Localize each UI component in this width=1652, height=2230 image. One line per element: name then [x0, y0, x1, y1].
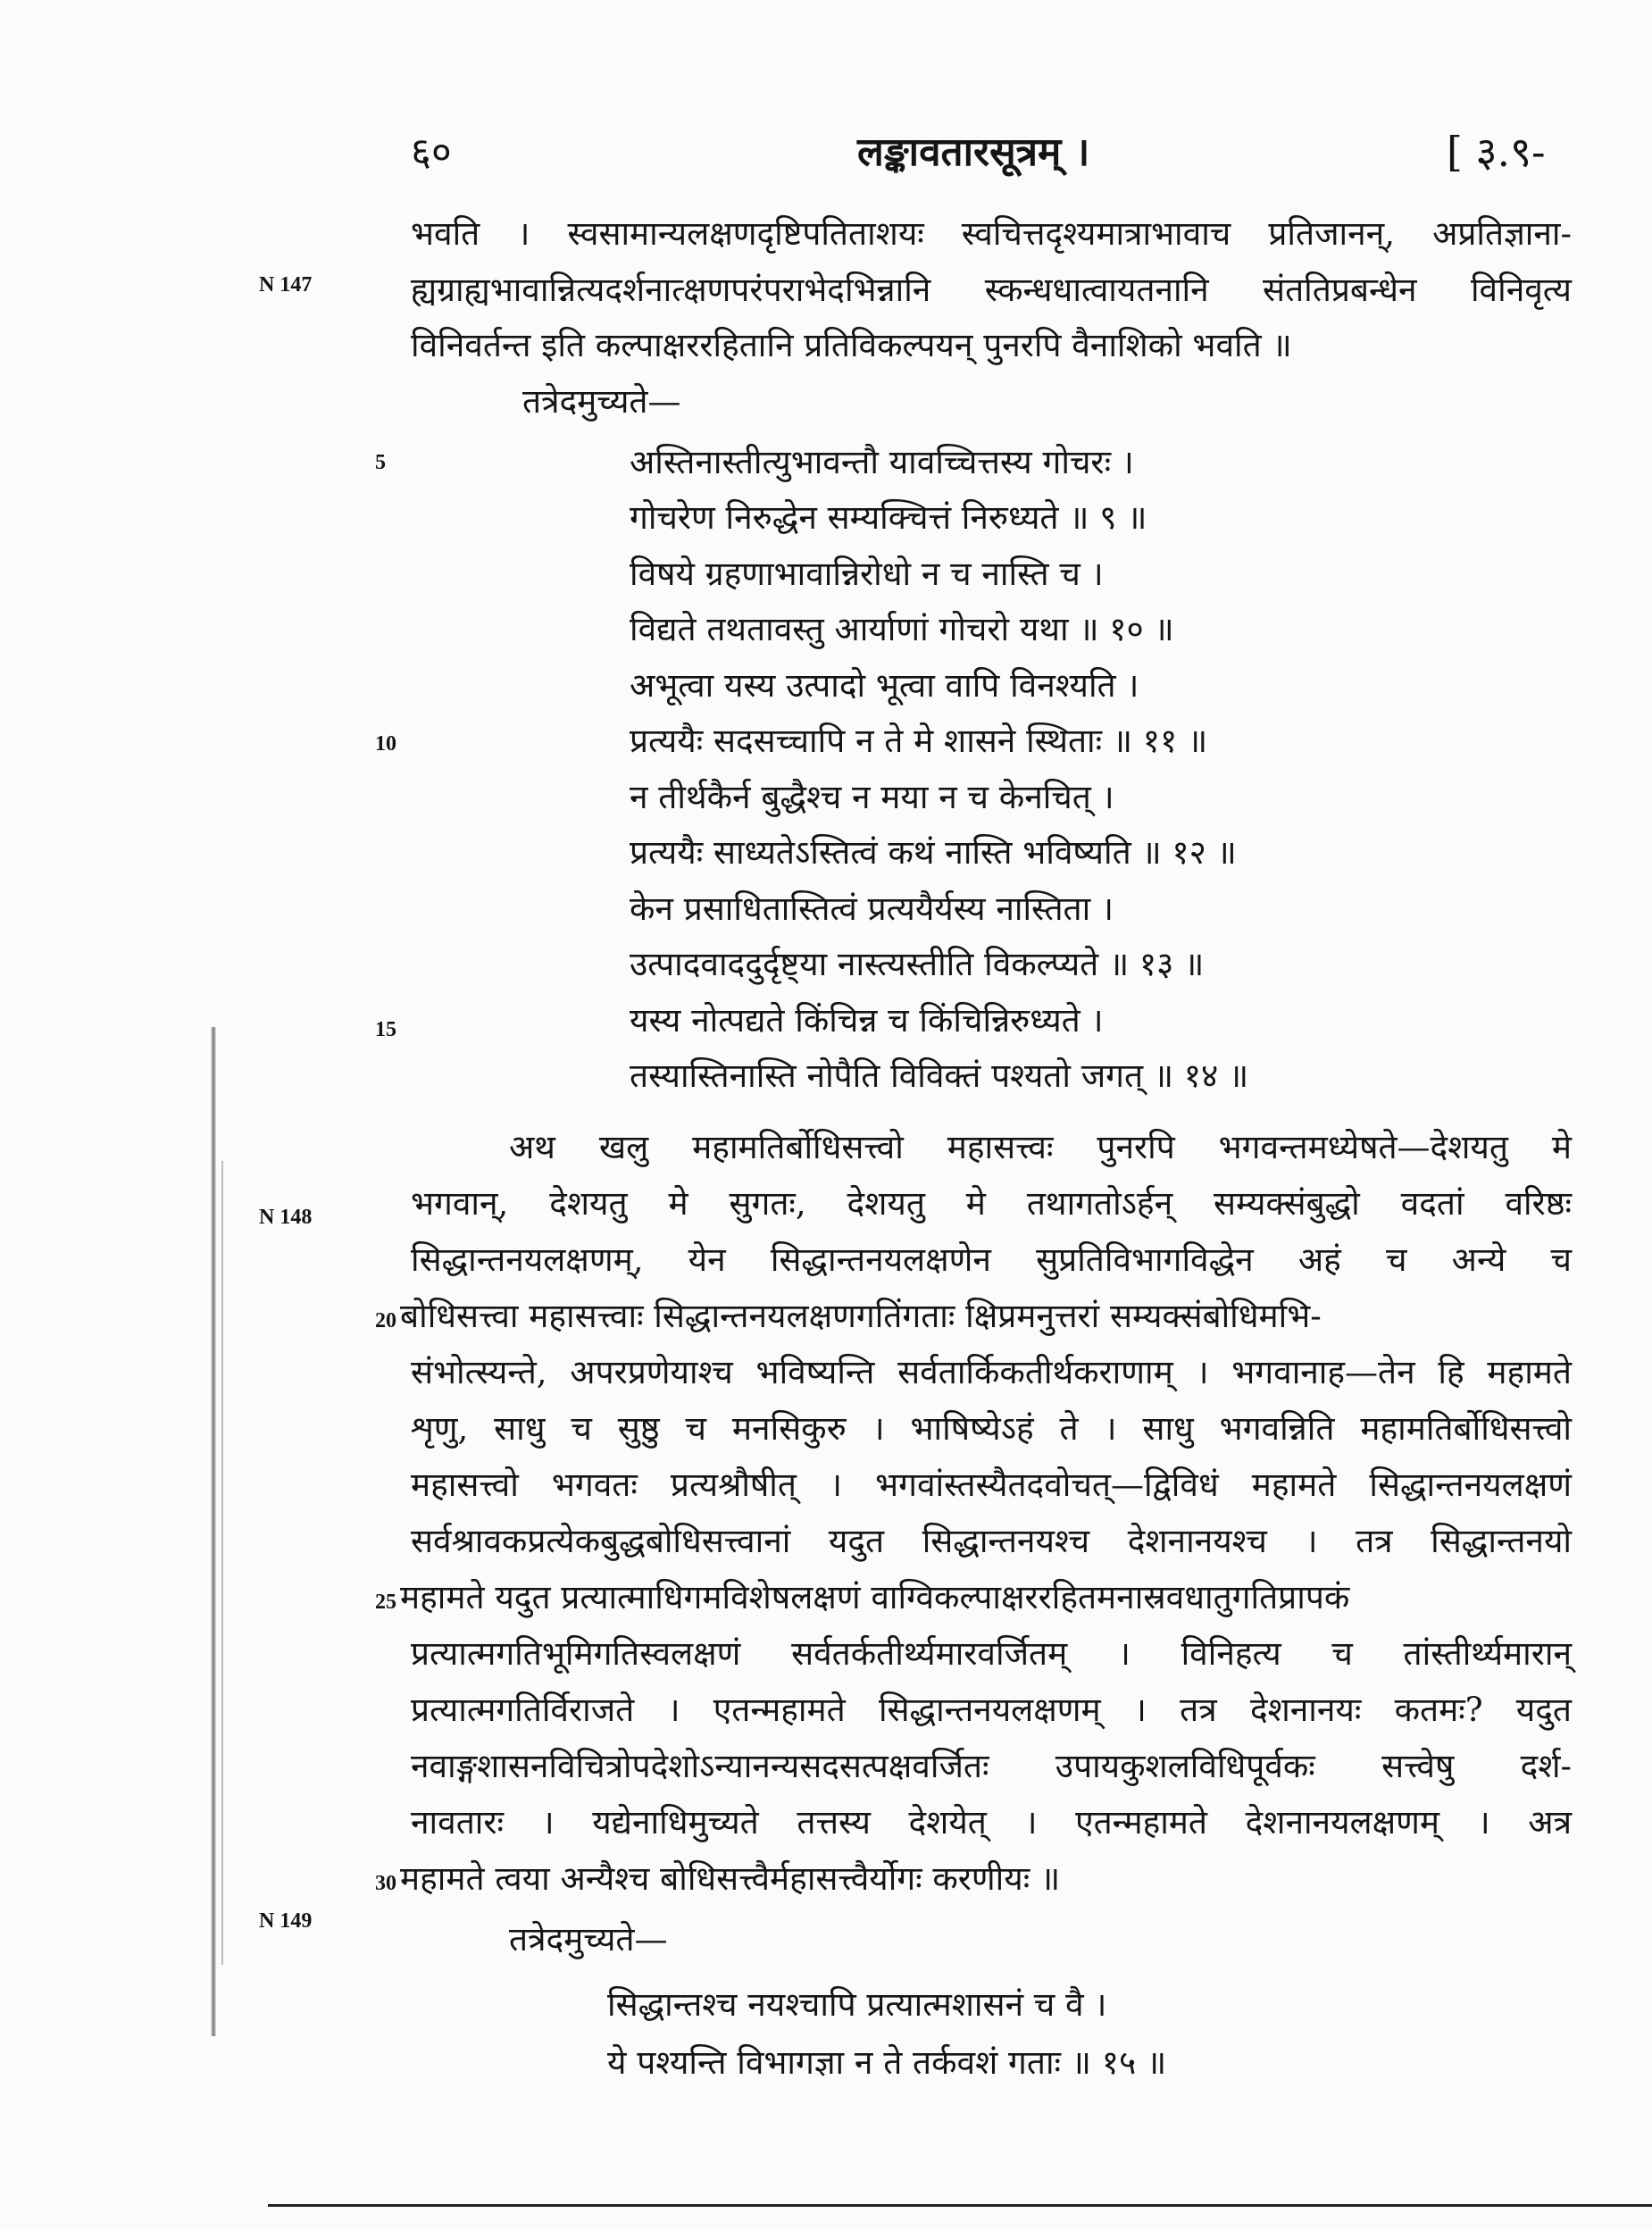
text-line-2: ह्यग्राह्यभावान्नित्यदर्शनात्क्षणपरंपराभेदभिन्नानि स्कन्धधात्वायतनानि संततिप्रबन्धेन विनिवृत्य: [411, 271, 1572, 309]
paragraph-line: सिद्धान्तनयलक्षणम्, येन सिद्धान्तनयलक्षणेन सुप्रतिविभागविद्धेन अहं च अन्ये च: [411, 1240, 1572, 1279]
line-number-10: 10: [375, 732, 396, 756]
line-number-25: 25: [375, 1591, 396, 1614]
paragraph-line: प्रत्यात्मगतिभूमिगतिस्वलक्षणं सर्वतर्कतीर्थ्यमारवर्जितम् । विनिहत्य च तांस्तीर्थ्यमारान्: [411, 1634, 1572, 1673]
paragraph-line: सर्वश्रावकप्रत्येकबुद्धबोधिसत्त्वानां यदुत सिद्धान्तनयश्च देशनानयश्च । तत्र सिद्धान्तनयो: [411, 1522, 1572, 1560]
scan-binding-shadow: [211, 1027, 216, 2036]
verse-line: सिद्धान्तश्च नयश्चापि प्रत्यात्मशासनं च वै ।: [607, 1985, 1107, 2024]
tatredam-heading-2: तत्रेदमुच्यते—: [509, 1920, 668, 1959]
running-header: [0, 123, 1652, 177]
paragraph-line: प्रत्यात्मगतिर्विराजते । एतन्महामते सिद्धान्तनयलक्षणम् । तत्र देशनानयः कतमः? यदुत: [411, 1691, 1572, 1729]
line-number-15: 15: [375, 1018, 396, 1041]
section-reference: [ ३.९-: [1447, 128, 1546, 176]
paragraph-line-text: बोधिसत्त्वा महासत्त्वाः सिद्धान्तनयलक्षणगतिंगताः क्षिप्रमनुत्तरां सम्यक्संबोधिमभि-: [400, 1297, 1322, 1335]
margin-ref-n147: N 147: [259, 273, 313, 296]
verse-line: अभूत्वा यस्य उत्पादो भूत्वा वापि विनश्यति ।: [630, 666, 1139, 705]
margin-ref-n149: N 149: [259, 1909, 313, 1933]
paragraph-line: शृणु, साधु च सुष्ठु च मनसिकुरु । भाषिष्येऽहं ते । साधु भगवन्निति महामतिर्बोधिसत्त्वो: [411, 1409, 1572, 1448]
verse-line: न तीर्थकैर्न बुद्धैश्च न मया न च केनचित् ।: [630, 778, 1114, 816]
paragraph-line: महासत्त्वो भगवतः प्रत्यश्रौषीत् । भगवांस्तस्यैतदवोचत्—द्विविधं महामते सिद्धान्तनयलक्षणं: [411, 1466, 1572, 1504]
verse-line: गोचरेण निरुद्धेन सम्यक्चित्तं निरुध्यते ॥ ९ ॥: [630, 498, 1147, 537]
text-line-3: विनिवर्तन्त इति कल्पाक्षररहितानि प्रतिविकल्पयन् पुनरपि वैनाशिको भवति ॥: [411, 326, 1292, 364]
line-number-30: 30: [375, 1872, 396, 1895]
paragraph-line-30: [375, 1852, 1572, 1910]
scan-binding-line: [221, 1161, 223, 1965]
verse-line: विद्यते तथतावस्तु आर्याणां गोचरो यथा ॥ १० ॥: [630, 610, 1174, 648]
paragraph-line: संभोत्स्यन्ते, अपरप्रणेयाश्च भविष्यन्ति सर्वतार्किकतीर्थकराणाम् । भगवानाह—तेन हि महामते: [411, 1353, 1572, 1391]
line-number-20: 20: [375, 1309, 396, 1332]
margin-ref-n148: N 148: [259, 1206, 313, 1229]
paragraph-line: अथ खलु महामतिर्बोधिसत्त्वो महासत्त्वः पुनरपि भगवन्तमध्येषते—देशयतु मे: [509, 1128, 1572, 1166]
verse-line: यस्य नोत्पद्यते किंचिन्न च किंचिन्निरुध्यते ।: [630, 1001, 1104, 1040]
paragraph-line: भगवान्, देशयतु मे सुगतः, देशयतु मे तथागतोऽर्हन् सम्यक्संबुद्धो वदतां वरिष्ठः: [411, 1184, 1572, 1223]
paragraph-line-25: [375, 1571, 1572, 1629]
verse-line: प्रत्ययैः साध्यतेऽस्तित्वं कथं नास्ति भविष्यति ॥ १२ ॥: [630, 833, 1237, 872]
paragraph-line-text: महामते त्वया अन्यैश्च बोधिसत्त्वैर्महासत्त्वैर्योगः करणीयः ॥: [400, 1859, 1061, 1898]
text-line-1: भवति । स्वसामान्यलक्षणदृष्टिपतिताशयः स्वचित्तदृश्यमात्राभावाच प्रतिजानन्, अप्रतिज्ञाना-: [411, 214, 1572, 253]
paragraph-line: नावतारः । यद्येनाधिमुच्यते तत्तस्य देशयेत् । एतन्महामते देशनानयलक्षणम् । अत्र: [411, 1803, 1572, 1842]
verse-line: उत्पादवाददुर्दृष्ट्या नास्त्यस्तीति विकल्प्यते ॥ १३ ॥: [630, 945, 1205, 983]
line-number-5: 5: [375, 451, 386, 474]
verse-line: अस्तिनास्तीत्युभावन्तौ यावच्चित्तस्य गोचरः ।: [630, 443, 1134, 481]
tatredam-heading-1: तत्रेदमुच्यते—: [522, 382, 681, 421]
verse-line: ये पश्यन्ति विभागज्ञा न ते तर्कवशं गताः ॥ १५ ॥: [607, 2043, 1167, 2082]
verse-line: तस्यास्तिनास्ति नोपैति विविक्तं पश्यतो जगत् ॥ १४ ॥: [630, 1057, 1249, 1095]
paragraph-line-20: [375, 1290, 1572, 1348]
verse-line: विषये ग्रहणाभावान्निरोधो न च नास्ति च ।: [630, 555, 1104, 593]
paragraph-line: नवाङ्गशासनविचित्रोपदेशोऽन्यानन्यसदसत्पक्षवर्जितः उपायकुशलविधिपूर्वकः सत्त्वेषु दर्श-: [411, 1747, 1572, 1785]
verse-line: प्रत्ययैः सदसच्चापि न ते मे शासने स्थिताः ॥ ११ ॥: [630, 722, 1208, 760]
verse-line: केन प्रसाधितास्तित्वं प्रत्ययैर्यस्य नास्तिता ।: [630, 889, 1114, 928]
bottom-rule: [268, 2204, 1652, 2207]
running-title: लङ्कावतारसूत्रम् ।: [857, 129, 1090, 175]
paragraph-line-text: महामते यदुत प्रत्यात्माधिगमविशेषलक्षणं वाग्विकल्पाक्षररहितमनास्रवधातुगतिप्रापकं: [400, 1578, 1350, 1616]
page-number: ६०: [411, 129, 452, 175]
